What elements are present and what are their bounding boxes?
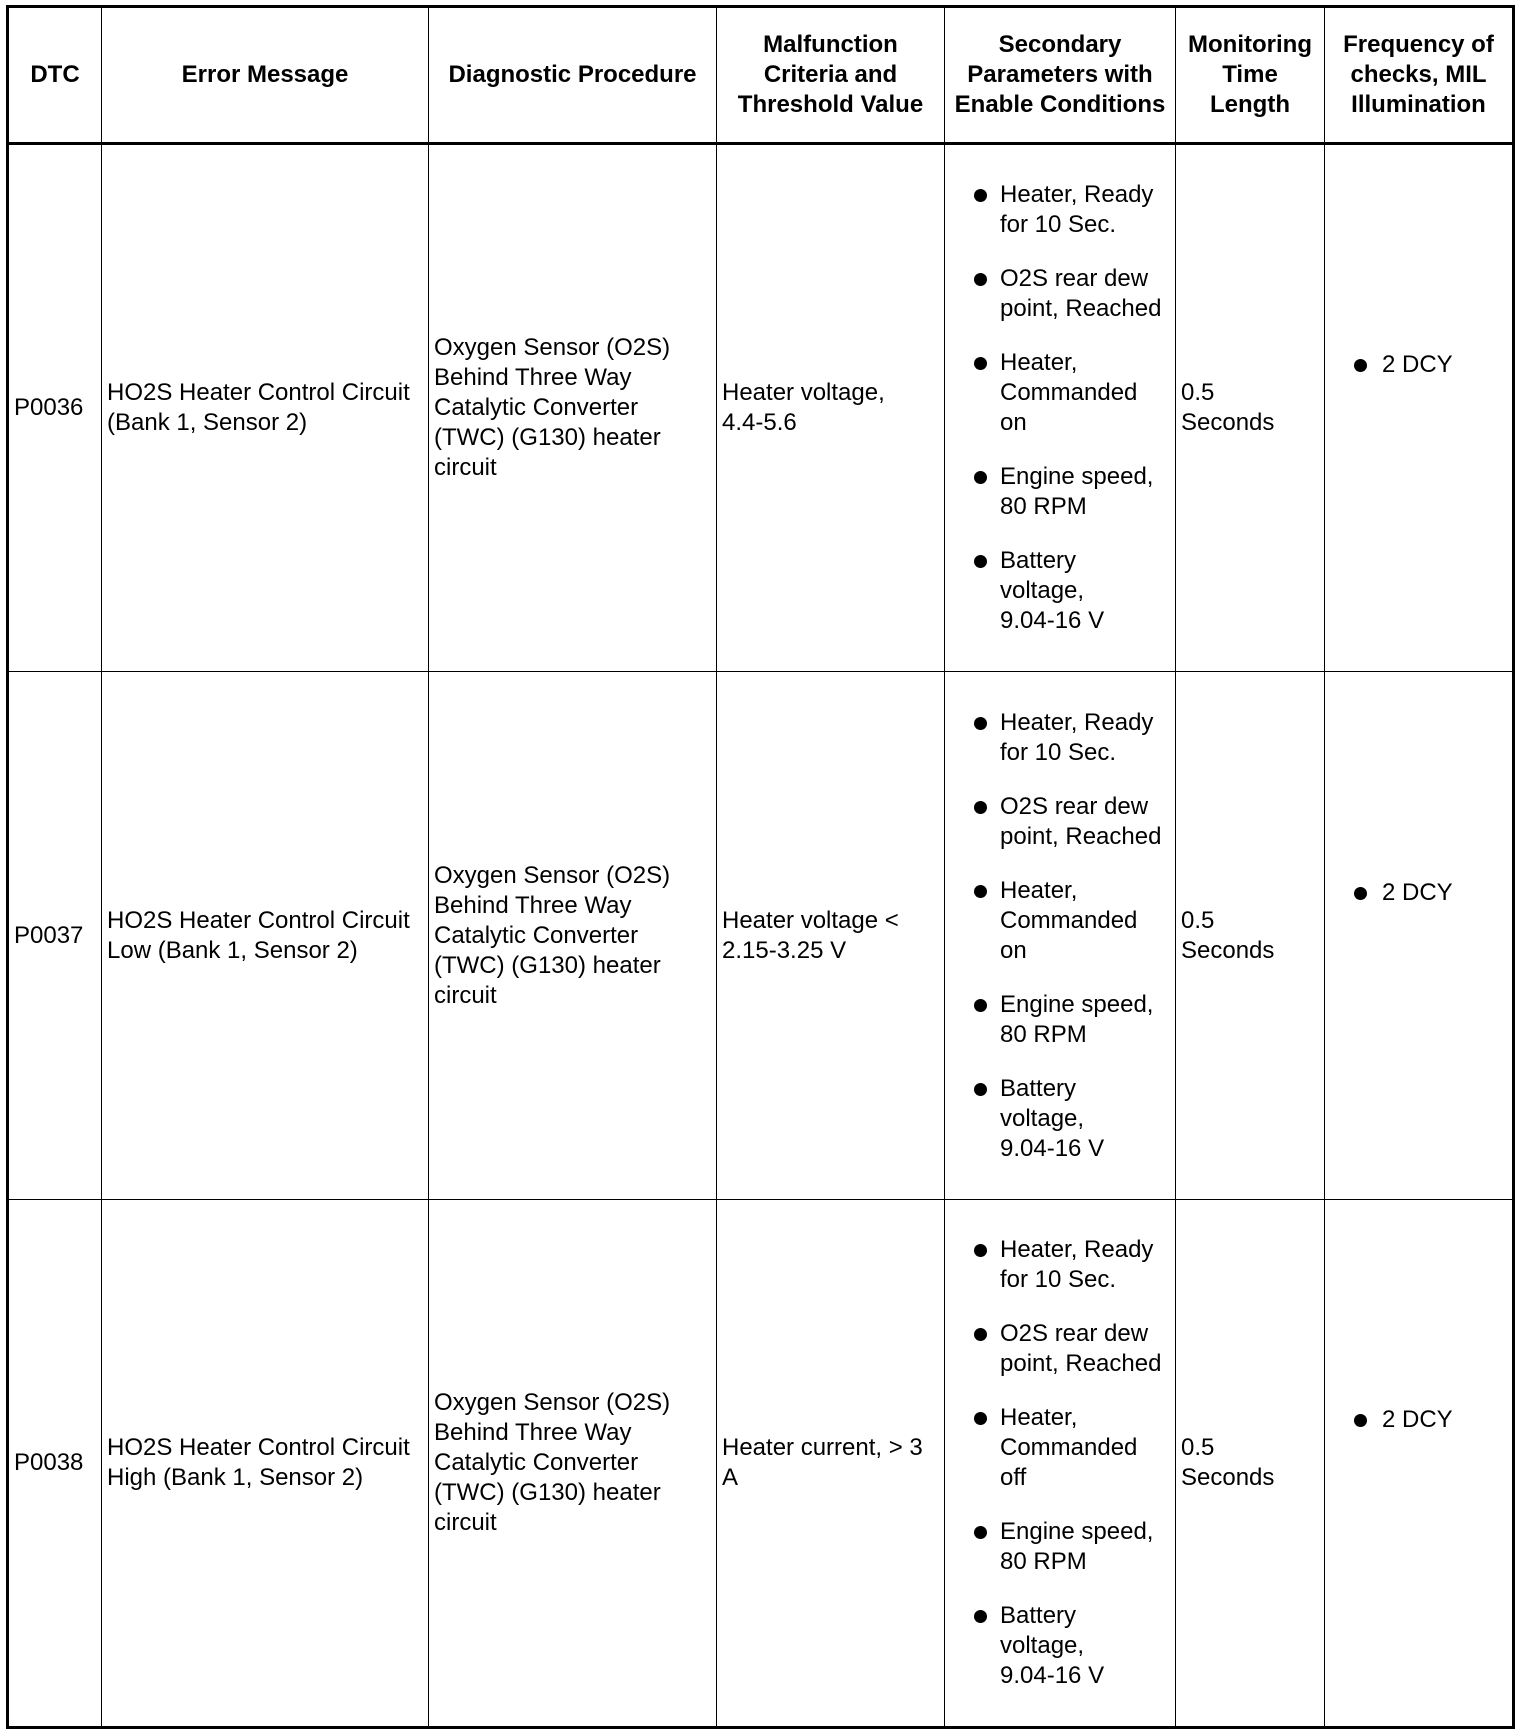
secondary-parameters: [945, 1200, 1176, 1728]
bullet-icon: [974, 885, 987, 898]
parameter-text: O2S rear dew point, Reached: [1000, 1320, 1162, 1377]
bullet-icon: [974, 1244, 987, 1257]
header-dtc: DTC: [8, 7, 102, 144]
monitoring-time: 0.5 Seconds: [1176, 144, 1325, 672]
header-diagnostic-procedure: Diagnostic Procedure: [429, 7, 717, 144]
error-message: HO2S Heater Control Circuit High (Bank 1, Sensor 2): [102, 1200, 429, 1728]
diagnostic-procedure: Oxygen Sensor (O2S) Behind Three Way Catalytic Converter (TWC) (G130) heater circuit: [429, 1200, 717, 1728]
bullet-icon: [1354, 359, 1367, 372]
parameter-text: Engine speed, 80 RPM: [1000, 463, 1154, 520]
parameter-text: Battery voltage, 9.04-16 V: [1000, 1074, 1105, 1162]
secondary-parameters: [945, 672, 1176, 1200]
table-row: [8, 1200, 1514, 1728]
bullet-icon: [974, 1526, 987, 1539]
frequency-cell: [1325, 144, 1514, 672]
secondary-parameters-list: [950, 1235, 1170, 1691]
bullet-icon: [974, 717, 987, 730]
frequency-cell: [1325, 1200, 1514, 1728]
list-item: [950, 1403, 1170, 1493]
bullet-icon: [1354, 887, 1367, 900]
parameter-text: Heater, Ready for 10 Sec.: [1000, 181, 1154, 238]
dtc-code: P0036: [8, 144, 102, 672]
parameter-text: Engine speed, 80 RPM: [1000, 990, 1154, 1048]
error-message: HO2S Heater Control Circuit Low (Bank 1, Sensor 2): [102, 672, 429, 1200]
secondary-parameters: [945, 144, 1176, 672]
frequency-text: 2 DCY: [1382, 1406, 1453, 1433]
diagnostic-procedure: Oxygen Sensor (O2S) Behind Three Way Catalytic Converter (TWC) (G130) heater circuit: [429, 672, 717, 1200]
bullet-icon: [974, 1412, 987, 1425]
list-item: [950, 1601, 1170, 1691]
malfunction-criteria: Heater voltage < 2.15-3.25 V: [717, 672, 945, 1200]
bullet-icon: [974, 471, 987, 484]
malfunction-criteria: Heater voltage, 4.4-5.6: [717, 144, 945, 672]
bullet-icon: [974, 273, 987, 286]
secondary-parameters-list: [950, 708, 1170, 1164]
frequency-text: 2 DCY: [1382, 351, 1453, 378]
parameter-text: O2S rear dew point, Reached: [1000, 792, 1162, 850]
frequency-item: [1330, 878, 1507, 908]
dtc-table: [6, 5, 1515, 1729]
bullet-icon: [974, 1083, 987, 1096]
list-item: [950, 1319, 1170, 1379]
header-row: [8, 7, 1514, 144]
diagnostic-procedure: Oxygen Sensor (O2S) Behind Three Way Catalytic Converter (TWC) (G130) heater circuit: [429, 144, 717, 672]
header-error-message: Error Message: [102, 7, 429, 144]
malfunction-criteria: Heater current, > 3 A: [717, 1200, 945, 1728]
list-item: [950, 708, 1170, 768]
parameter-text: Heater, Ready for 10 Sec.: [1000, 708, 1154, 766]
error-message: HO2S Heater Control Circuit (Bank 1, Sensor 2): [102, 144, 429, 672]
parameter-text: Battery voltage, 9.04-16 V: [1000, 547, 1105, 634]
parameter-text: Battery voltage, 9.04-16 V: [1000, 1602, 1105, 1689]
parameter-text: O2S rear dew point, Reached: [1000, 265, 1162, 322]
dtc-code: P0038: [8, 1200, 102, 1728]
dtc-code: P0037: [8, 672, 102, 1200]
parameter-text: Heater, Commanded off: [1000, 1404, 1138, 1491]
bullet-icon: [974, 999, 987, 1012]
parameter-text: Heater, Commanded on: [1000, 349, 1138, 436]
monitoring-time: 0.5 Seconds: [1176, 672, 1325, 1200]
frequency-text: 2 DCY: [1382, 878, 1453, 906]
list-item: [950, 546, 1170, 636]
list-item: [950, 876, 1170, 966]
frequency-item: [1330, 350, 1507, 380]
table-row: [8, 672, 1514, 1200]
table-row: [8, 144, 1514, 672]
parameter-text: Engine speed, 80 RPM: [1000, 1518, 1154, 1575]
bullet-icon: [974, 189, 987, 202]
list-item: [950, 1235, 1170, 1295]
bullet-icon: [974, 555, 987, 568]
bullet-icon: [974, 357, 987, 370]
frequency-cell: [1325, 672, 1514, 1200]
list-item: [950, 462, 1170, 522]
list-item: [950, 180, 1170, 240]
parameter-text: Heater, Commanded on: [1000, 876, 1138, 964]
secondary-parameters-list: [950, 180, 1170, 636]
bullet-icon: [974, 1328, 987, 1341]
header-monitoring-time: Monitoring Time Length: [1176, 7, 1325, 144]
bullet-icon: [974, 801, 987, 814]
header-secondary-parameters: Secondary Parameters with Enable Conditions: [945, 7, 1176, 144]
bullet-icon: [974, 1610, 987, 1623]
list-item: [950, 1517, 1170, 1577]
list-item: [950, 264, 1170, 324]
bullet-icon: [1354, 1414, 1367, 1427]
header-malfunction-criteria: Malfunction Criteria and Threshold Value: [717, 7, 945, 144]
list-item: [950, 1074, 1170, 1164]
list-item: [950, 792, 1170, 852]
parameter-text: Heater, Ready for 10 Sec.: [1000, 1236, 1154, 1293]
monitoring-time: 0.5 Seconds: [1176, 1200, 1325, 1728]
table-header: [8, 7, 1514, 144]
list-item: [950, 348, 1170, 438]
list-item: [950, 990, 1170, 1050]
header-frequency: Frequency of checks, MIL Illumination: [1325, 7, 1514, 144]
frequency-item: [1330, 1405, 1507, 1435]
table-body: [8, 144, 1514, 1728]
